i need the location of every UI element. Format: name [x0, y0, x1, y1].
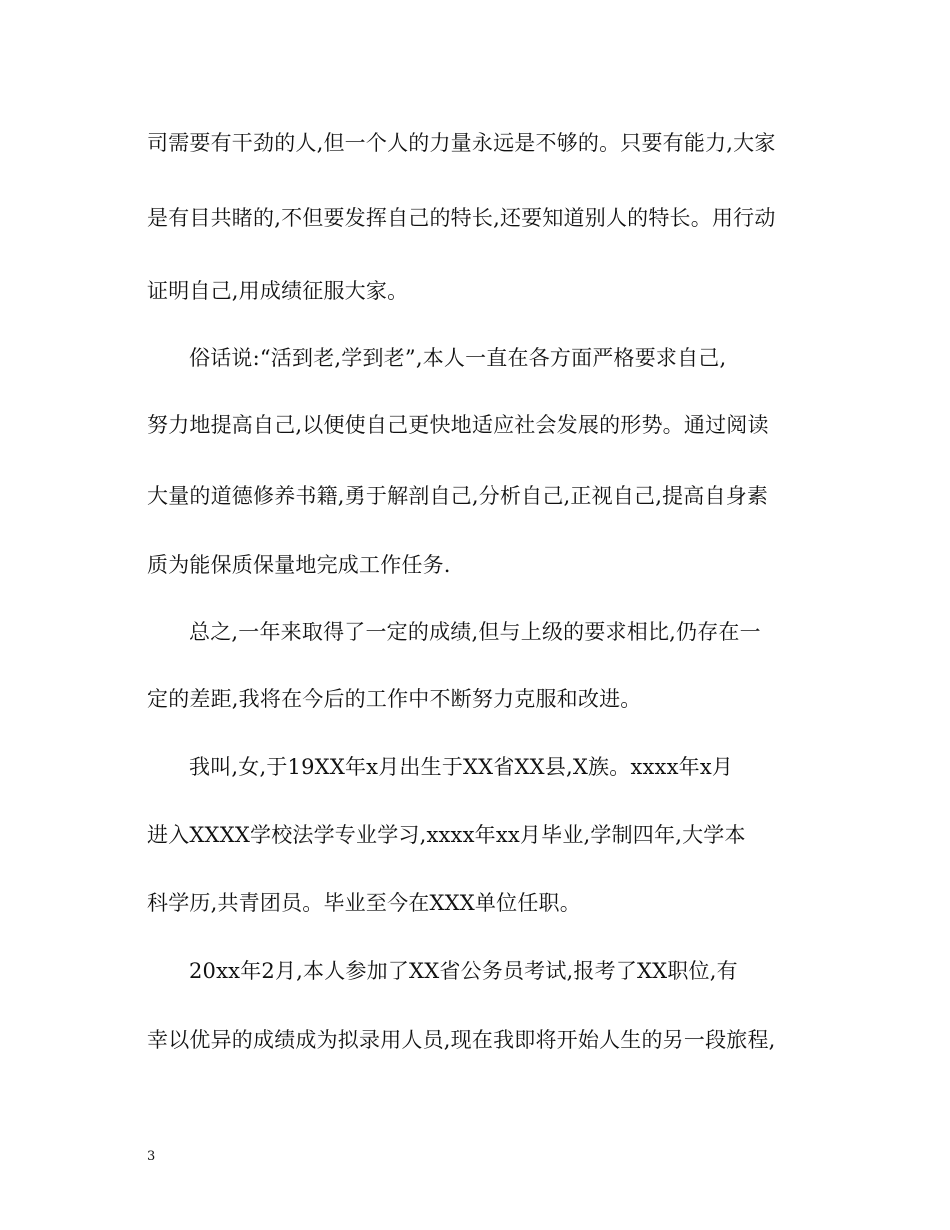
paragraph-line: 证明自己,用成绩征服大家。 — [147, 279, 409, 303]
paragraph-line: 是有目共睹的,不但要发挥自己的特长,还要知道别人的特长。用行动 — [147, 206, 776, 230]
paragraph-line: 20xx年2月,本人参加了XX省公务员考试,报考了XX职位,有 — [189, 959, 738, 983]
paragraph-line: 俗话说:“活到老,学到老”,本人一直在各方面严格要求自己, — [189, 346, 727, 370]
page-number: 3 — [147, 1149, 156, 1164]
paragraph-line: 总之,一年来取得了一定的成绩,但与上级的要求相比,仍存在一 — [189, 620, 761, 644]
paragraph-line: 定的差距,我将在今后的工作中不断努力克服和改进。 — [147, 687, 642, 711]
paragraph-line: 司需要有干劲的人,但一个人的力量永远是不够的。只要有能力,大家 — [147, 131, 776, 155]
paragraph-line: 进入XXXX学校法学专业学习,xxxx年xx月毕业,学制四年,大学本 — [147, 823, 746, 847]
paragraph-line: 科学历,共青团员。毕业至今在XXX单位任职。 — [147, 891, 581, 915]
paragraph-line: 质为能保质保量地完成工作任务. — [147, 553, 451, 577]
paragraph-line: 我叫,女,于19XX年x月出生于XX省XX县,X族。xxxx年x月 — [189, 755, 734, 779]
paragraph-line: 幸以优异的成绩成为拟录用人员,现在我即将开始人生的另一段旅程, — [147, 1028, 776, 1052]
paragraph-line: 努力地提高自己,以便使自己更快地适应社会发展的形势。通过阅读 — [147, 413, 769, 437]
paragraph-line: 大量的道德修养书籍,勇于解剖自己,分析自己,正视自己,提高自身素 — [147, 484, 769, 508]
